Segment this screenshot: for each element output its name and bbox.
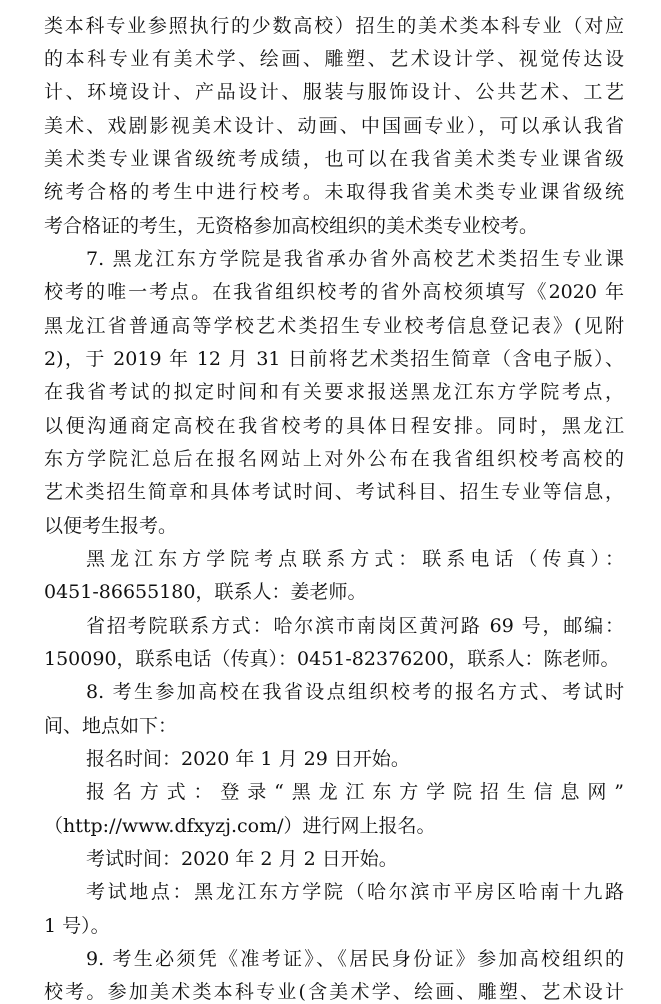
text-line: 计、环境设计、产品设计、服装与服饰设计、公共艺术、工艺 <box>44 81 624 103</box>
text-line: 艺术类招生简章和具体考试时间、考试科目、招生专业等信息， <box>44 481 624 503</box>
exam-location: 考试地点：黑龙江东方学院（哈尔滨市平房区哈南十九路 <box>86 881 624 903</box>
contact-exam-office-phone: 150090，联系电话（传真）：0451-82376200，联系人：陈老师。 <box>44 648 620 670</box>
paragraph-8-first-line: 8. 考生参加高校在我省设点组织校考的报名方式、考试时 <box>86 681 624 703</box>
text-line: 间、地点如下： <box>44 715 178 737</box>
text-line: 校考的唯一考点。在我省组织校考的省外高校须填写《2020 年 <box>44 281 624 303</box>
registration-method: 报名方式：登录“黑龙江东方学院招生信息网” <box>86 781 624 803</box>
registration-time: 报名时间：2020 年 1 月 29 日开始。 <box>86 748 410 770</box>
text-line: 东方学院汇总后在报名网站上对外公布在我省组织校考高校的 <box>44 448 624 470</box>
contact-exam-office-address: 省招考院联系方式：哈尔滨市南岗区黄河路 69 号，邮编： <box>86 615 624 637</box>
text-line: 考合格证的考生，无资格参加高校组织的美术类专业校考。 <box>44 215 539 237</box>
registration-url: （http://www.dfxyzj.com/）进行网上报名。 <box>44 815 436 837</box>
contact-dongfang-phone: 0451-86655180，联系人：姜老师。 <box>44 581 367 603</box>
text-line: 以便沟通商定高校在我省校考的具体日程安排。同时，黑龙江 <box>44 415 624 437</box>
paragraph-9-first-line: 9. 考生必须凭《准考证》、《居民身份证》参加高校组织的 <box>86 948 624 970</box>
exam-time: 考试时间：2020 年 2 月 2 日开始。 <box>86 848 398 870</box>
text-line: 的本科专业有美术学、绘画、雕塑、艺术设计学、视觉传达设 <box>44 48 624 70</box>
text-line: 美术、戏剧影视美术设计、动画、中国画专业），可以承认我省 <box>44 115 624 137</box>
text-line: 1 号）。 <box>44 915 110 937</box>
paragraph-7-first-line: 7. 黑龙江东方学院是我省承办省外高校艺术类招生专业课 <box>86 248 624 270</box>
text-line: 统考合格的考生中进行校考。未取得我省美术类专业课省级统 <box>44 181 624 203</box>
text-line: 校考。参加美术类本科专业(含美术学、绘画、雕塑、艺术设计 <box>44 981 624 1003</box>
text-line: 2)，于 2019 年 12 月 31 日前将艺术类招生简章（含电子版）、 <box>44 348 624 370</box>
text-line: 类本科专业参照执行的少数高校）招生的美术类本科专业（对应 <box>44 15 624 37</box>
text-line: 在我省考试的拟定时间和有关要求报送黑龙江东方学院考点， <box>44 381 624 403</box>
text-line: 黑龙江省普通高等学校艺术类招生专业校考信息登记表》(见附 <box>44 315 624 337</box>
text-line: 美术类专业课省级统考成绩，也可以在我省美术类专业课省级 <box>44 148 624 170</box>
text-line: 以便考生报考。 <box>44 515 178 537</box>
contact-dongfang-label: 黑龙江东方学院考点联系方式：联系电话（传真）： <box>86 548 624 570</box>
